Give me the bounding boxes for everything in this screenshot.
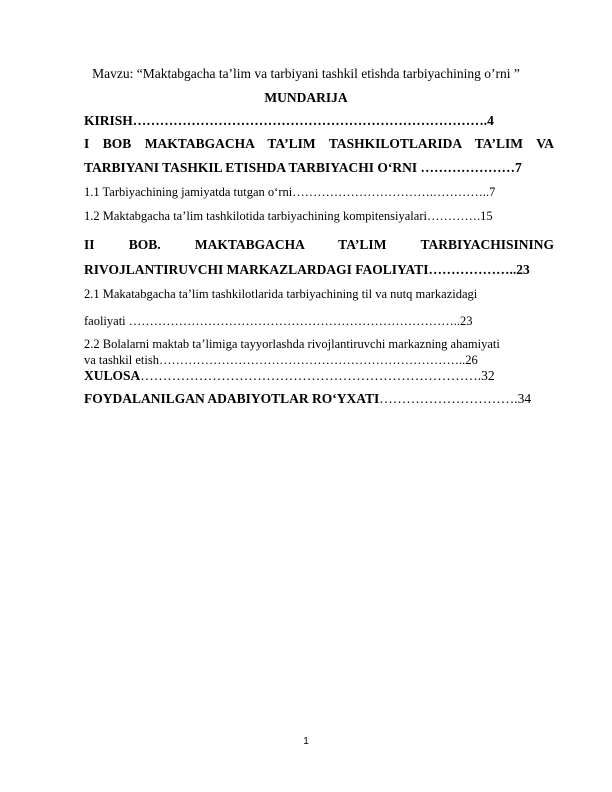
toc-heading: MUNDARIJA: [264, 90, 348, 105]
toc-section-2-2-line-2: va tashkil etish………………………………………………………………..26: [84, 353, 478, 367]
toc-section-2-1-line-1: 2.1 Makatabgacha ta’lim tashkilotlarida tarbiyachining til va nutq markazidagi: [84, 287, 478, 301]
toc-conclusion: [84, 368, 554, 384]
toc-section-2-2-line-1: 2.2 Bolalarni maktab ta’limiga tayyorlashda rivojlantiruvchi markazning ahamiyati: [84, 337, 500, 351]
toc-chapter-2-line-1: II BOB. MAKTABGACHA TA’LIM TARBIYACHISINING: [84, 237, 554, 252]
toc-references-dots: ………………………….34: [379, 391, 532, 406]
page-number: 1: [303, 736, 309, 747]
toc-references-label: FOYDALANILGAN ADABIYOTLAR RO‘YXATI: [84, 391, 380, 406]
toc-references: [84, 391, 554, 407]
toc-chapter-1-line-2: TARBIYANI TASHKIL ETISHDA TARBIYACHI O‘RNI …………………7: [84, 160, 522, 175]
toc-section-2-1-line-2: faoliyati ……………………………………………………………………..23: [84, 314, 473, 328]
toc-conclusion-label: XULOSA: [84, 368, 141, 383]
toc-chapter-1-line-1: I BOB MAKTABGACHA TA’LIM TASHKILOTLARIDA TA’LIM VA: [84, 136, 554, 151]
toc-conclusion-dots: ………………………………………………………………….32: [140, 368, 495, 383]
topic-line: Mavzu: “Maktabgacha ta’lim va tarbiyani tashkil etishda tarbiyachining o’rni ”: [92, 66, 520, 81]
toc-section-1-1: 1.1 Tarbiyachining jamiyatda tutgan o‘rni…………………………….…………..7: [84, 185, 496, 199]
toc-intro: KIRISH…………………………………………………………………….4: [84, 113, 494, 128]
toc-chapter-2-line-2: RIVOJLANTIRUVCHI MARKAZLARDAGI FAOLIYATI………………..23: [84, 262, 530, 277]
toc-section-1-2: 1.2 Maktabgacha ta’lim tashkilotida tarbiyachining kompitensiyalari………….15: [84, 209, 493, 223]
